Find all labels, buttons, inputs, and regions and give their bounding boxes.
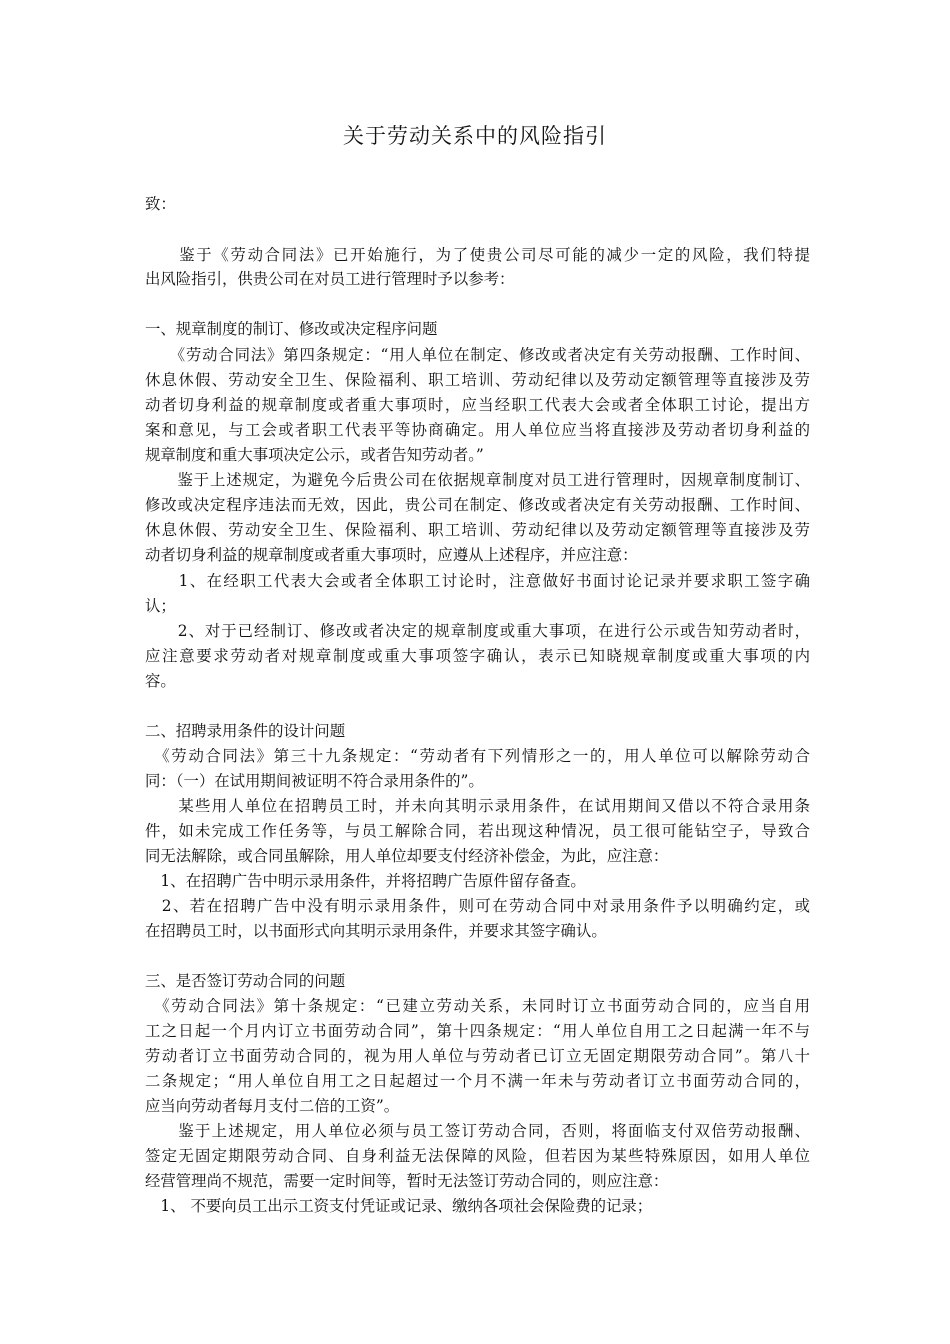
body-line: 2、若在招聘广告中没有明示录用条件，则可在劳动合同中对录用条件予以明确约定，或 (145, 897, 810, 915)
body-line: 认； (145, 597, 176, 615)
body-line: 经营管理尚不规范，需要一定时间等，暂时无法签订劳动合同的，则应注意： (145, 1172, 669, 1190)
body-line: 《劳动合同法》第三十九条规定：“劳动者有下列情形之一的，用人单位可以解除劳动合 (145, 747, 810, 765)
body-line: 三、是否签订劳动合同的问题 (145, 972, 346, 990)
body-line: 鉴于上述规定，用人单位必须与员工签订劳动合同，否则，将面临支付双倍劳动报酬、 (145, 1122, 810, 1140)
body-line: 案和意见，与工会或者职工代表平等协商确定。用人单位应当将直接涉及劳动者切身利益的 (145, 421, 810, 439)
body-line: 一、规章制度的制订、修改或决定程序问题 (145, 320, 438, 338)
body-line: 鉴于上述规定，为避免今后贵公司在依据规章制度对员工进行管理时，因规章制度制订、 (145, 471, 810, 489)
body-line: 签定无固定期限劳动合同、自身利益无法保障的风险，但若因为某些特殊原因，如用人单位 (145, 1147, 810, 1165)
body-line: 动者切身利益的规章制度或者重大事项时，应当经职工代表大会或者全体职工讨论，提出方 (145, 396, 810, 414)
body-line: 件，如未完成工作任务等，与员工解除合同，若出现这种情况，员工很可能钻空子，导致合 (145, 822, 810, 840)
body-line: 2、对于已经制订、修改或者决定的规章制度或重大事项，在进行公示或告知劳动者时， (145, 622, 810, 640)
body-line: 1、在招聘广告中明示录用条件，并将招聘广告原件留存备查。 (145, 872, 586, 890)
body-line: 1、 不要向员工出示工资支付凭证或记录、缴纳各项社会保险费的记录； (145, 1197, 653, 1215)
body-line: 工之日起一个月内订立书面劳动合同”，第十四条规定：“用人单位自用工之日起满一年不与 (145, 1022, 810, 1040)
body-line: 同：（一）在试用期间被证明不符合录用条件的”。 (145, 772, 484, 790)
body-line: 某些用人单位在招聘员工时，并未向其明示录用条件，在试用期间又借以不符合录用条 (145, 797, 810, 815)
body-line: 二条规定；“用人单位自用工之日起超过一个月不满一年未与劳动者订立书面劳动合同的， (145, 1072, 810, 1090)
body-line: 修改或决定程序违法而无效，因此，贵公司在制定、修改或者决定有关劳动报酬、工作时间、 (145, 496, 810, 514)
body-line: 休息休假、劳动安全卫生、保险福利、职工培训、劳动纪律以及劳动定额管理等直接涉及劳 (145, 521, 810, 539)
body-line: 劳动者订立书面劳动合同的，视为用人单位与劳动者已订立无固定期限劳动合同”。第八十 (145, 1047, 810, 1065)
body-line: 《劳动合同法》第十条规定：“已建立劳动关系，未同时订立书面劳动合同的，应当自用 (145, 997, 810, 1015)
body-line: 出风险指引，供贵公司在对员工进行管理时予以参考： (145, 270, 515, 288)
body-line: 1、在经职工代表大会或者全体职工讨论时，注意做好书面讨论记录并要求职工签字确 (145, 572, 810, 590)
body-line: 容。 (145, 672, 176, 690)
body-line: 动者切身利益的规章制度或者重大事项时，应遵从上述程序，并应注意： (145, 546, 638, 564)
body-line: 《劳动合同法》第四条规定：“用人单位在制定、修改或者决定有关劳动报酬、工作时间、 (145, 346, 810, 364)
body-line: 在招聘员工时，以书面形式向其明示录用条件，并要求其签字确认。 (145, 922, 607, 940)
document-title: 关于劳动关系中的风险指引 (343, 124, 607, 148)
body-line: 休息休假、劳动安全卫生、保险福利、职工培训、劳动纪律以及劳动定额管理等直接涉及劳 (145, 371, 810, 389)
body-line: 鉴于《劳动合同法》已开始施行，为了使贵公司尽可能的减少一定的风险，我们特提 (145, 246, 810, 264)
body-line: 应当向劳动者每月支付二倍的工资”。 (145, 1097, 400, 1115)
body-line: 应注意要求劳动者对规章制度或重大事项签字确认，表示已知晓规章制度或重大事项的内 (145, 647, 810, 665)
body-line: 二、招聘录用条件的设计问题 (145, 722, 346, 740)
body-line: 规章制度和重大事项决定公示，或者告知劳动者。” (145, 446, 484, 464)
salutation: 致： (145, 195, 176, 213)
body-line: 同无法解除，或合同虽解除，用人单位却要支付经济补偿金，为此，应注意： (145, 847, 669, 865)
